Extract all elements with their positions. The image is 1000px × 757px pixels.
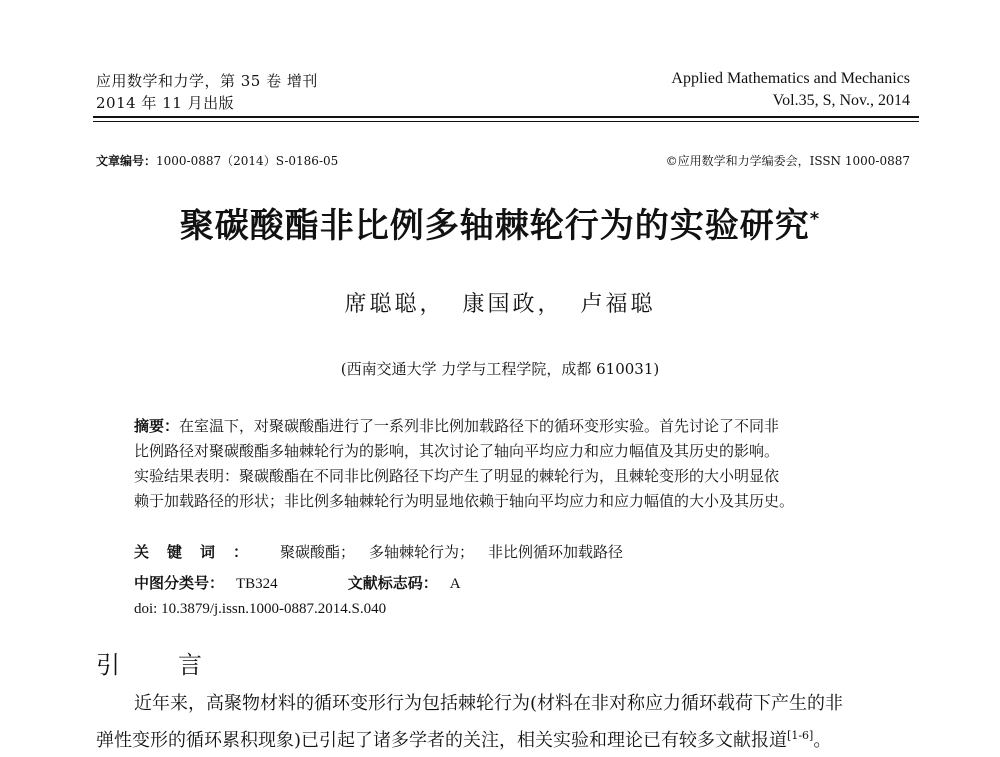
body-line-2-end: 。 — [813, 730, 832, 751]
article-number — [96, 152, 338, 169]
section-heading-introduction — [96, 645, 202, 680]
title-footnote-mark: * — [809, 208, 821, 230]
doc-code-value: A — [449, 576, 461, 592]
issue-info-en: Vol.35, S, Nov., 2014 — [772, 92, 910, 109]
clc-value: TB324 — [236, 576, 278, 592]
keyword-3: 非比例循环加载路径 — [488, 543, 624, 561]
header-rule-thick — [93, 116, 919, 118]
abstract-line-3: 实验结果表明：聚碳酸酯在不同非比例路径下均产生了明显的棘轮行为，且棘轮变形的大小明显依 — [134, 467, 780, 485]
copyright-notice: ©应用数学和力学编委会，ISSN 1000-0887 — [665, 154, 910, 168]
publish-date-cn: 2014 年 11 月出版 — [96, 94, 235, 112]
keywords-label: 关键词： — [134, 543, 267, 561]
author-1: 席聪聪， — [344, 292, 445, 317]
body-text — [96, 688, 926, 757]
keyword-1: 聚碳酸酯； — [280, 543, 356, 561]
clc-label: 中图分类号： — [134, 574, 225, 592]
article-number-label: 文章编号： — [96, 154, 157, 168]
keyword-2: 多轴棘轮行为； — [369, 543, 475, 561]
journal-name-en: Applied Mathematics and Mechanics — [671, 70, 910, 87]
abstract-line-1: 在室温下，对聚碳酸酯进行了一系列非比例加载路径下的循环变形实验。首先讨论了不同非 — [179, 417, 780, 435]
journal-name-cn: 应用数学和力学，第 35 卷 增刊 — [96, 72, 318, 90]
abstract-line — [134, 414, 904, 439]
header-rule-thin — [93, 121, 919, 122]
abstract — [134, 414, 904, 514]
section-heading-char-2: 言 — [178, 651, 202, 679]
paper-title — [0, 198, 1000, 247]
author-list — [0, 287, 1000, 318]
doc-code-label: 文献标志码： — [347, 574, 438, 592]
classification — [134, 572, 461, 593]
abstract-line-2: 比例路径对聚碳酸酯多轴棘轮行为的影响，其次讨论了轴向平均应力和应力幅值及其历史的影响。 — [134, 442, 780, 460]
citation-ref[interactable]: [1-6] — [787, 729, 814, 742]
abstract-line-4: 赖于加载路径的形状；非比例多轴棘轮行为明显地依赖于轴向平均应力和应力幅值的大小及其历史。 — [134, 492, 795, 510]
paper-title-text: 聚碳酸酯非比例多轴棘轮行为的实验研究 — [179, 206, 810, 246]
body-line-2-text: 弹性变形的循环累积现象)已引起了诸多学者的关注，相关实验和理论已有较多文献报道 — [96, 730, 788, 751]
author-2: 康国政， — [462, 292, 563, 317]
author-3: 卢福聪 — [580, 292, 656, 317]
article-number-value: 1000-0887（2014）S-0186-05 — [156, 154, 339, 168]
abstract-label: 摘要： — [134, 417, 180, 435]
body-line-1: 近年来，高聚物材料的循环变形行为包括棘轮行为(材料在非对称应力循环载荷下产生的非 — [134, 693, 844, 714]
section-heading-char-1: 引 — [96, 651, 120, 679]
doi-link[interactable]: doi: 10.3879/j.issn.1000-0887.2014.S.040 — [134, 601, 387, 617]
keywords — [134, 541, 623, 562]
body-line-2 — [96, 720, 926, 757]
affiliation: (西南交通大学 力学与工程学院，成都 610031) — [340, 360, 660, 378]
